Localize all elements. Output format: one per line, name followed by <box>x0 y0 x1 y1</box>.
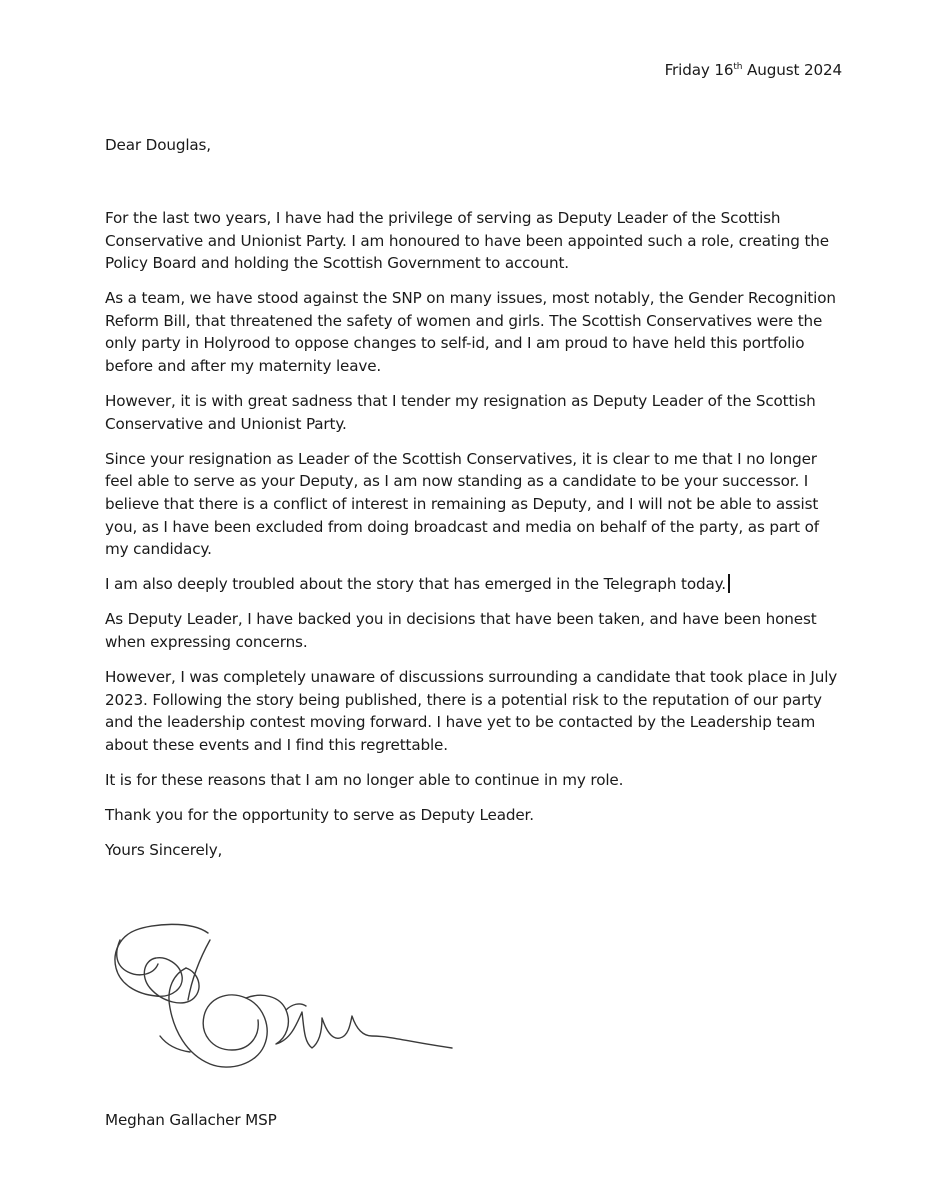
date-weekday-day: Friday 16 <box>664 61 734 79</box>
date-month-year: August 2024 <box>742 61 842 79</box>
letter-body <box>105 207 840 874</box>
salutation: Dear Douglas, <box>105 136 211 154</box>
paragraph-unaware: However, I was completely unaware of discussions surrounding a candidate that took place in July 2023. Following the story being published, there is a potential risk to the reputation of our party and the leadership contest moving forward. I have yet to be contacted by the Leadership team about these events and I find this regrettable. <box>105 668 838 754</box>
letter-date <box>665 59 842 82</box>
paragraph-achievements: As a team, we have stood against the SNP on many issues, most notably, the Gender Recognition Reform Bill, that threatened the safety of women and girls. The Scottish Conservatives were the only party in Holyrood to oppose changes to self-id, and I am proud to have held this portfolio before and after my maternity leave. <box>105 289 836 376</box>
paragraph-thanks: Thank you for the opportunity to serve as Deputy Leader. <box>105 806 534 825</box>
date-ordinal-suffix: th <box>733 62 743 72</box>
telegraph-text: I am also deeply troubled about the story that has emerged in the Telegraph today. <box>105 575 726 594</box>
paragraph-role: For the last two years, I have had the privilege of serving as Deputy Leader of the Scottish Conservative and Unionist Party. I am honoured to have been appointed such a role, creating the Policy Board and holding the Scottish Government to account. <box>105 209 829 273</box>
handwritten-signature <box>100 918 470 1078</box>
signatory-name: Meghan Gallacher MSP <box>105 1111 277 1129</box>
paragraph-resignation: However, it is with great sadness that I tender my resignation as Deputy Leader of the Scottish Conservative and Unionist Party. <box>105 392 816 433</box>
paragraph-candidacy: Since your resignation as Leader of the Scottish Conservatives, it is clear to me that I no longer feel able to serve as your Deputy, as I am now standing as a candidate to be your successor. I believe that there is a conflict of interest in remaining as Deputy, and I will not be able to assist you, as I have been excluded from doing broadcast and media on behalf of the party, as part of my candidacy. <box>105 449 819 559</box>
paragraph-backing: As Deputy Leader, I have backed you in decisions that have been taken, and have been honest when expressing concerns. <box>105 610 817 651</box>
closing: Yours Sincerely, <box>105 841 223 860</box>
text-cursor <box>728 574 730 593</box>
paragraph-telegraph <box>105 573 840 596</box>
paragraph-reasons: It is for these reasons that I am no longer able to continue in my role. <box>105 770 624 789</box>
